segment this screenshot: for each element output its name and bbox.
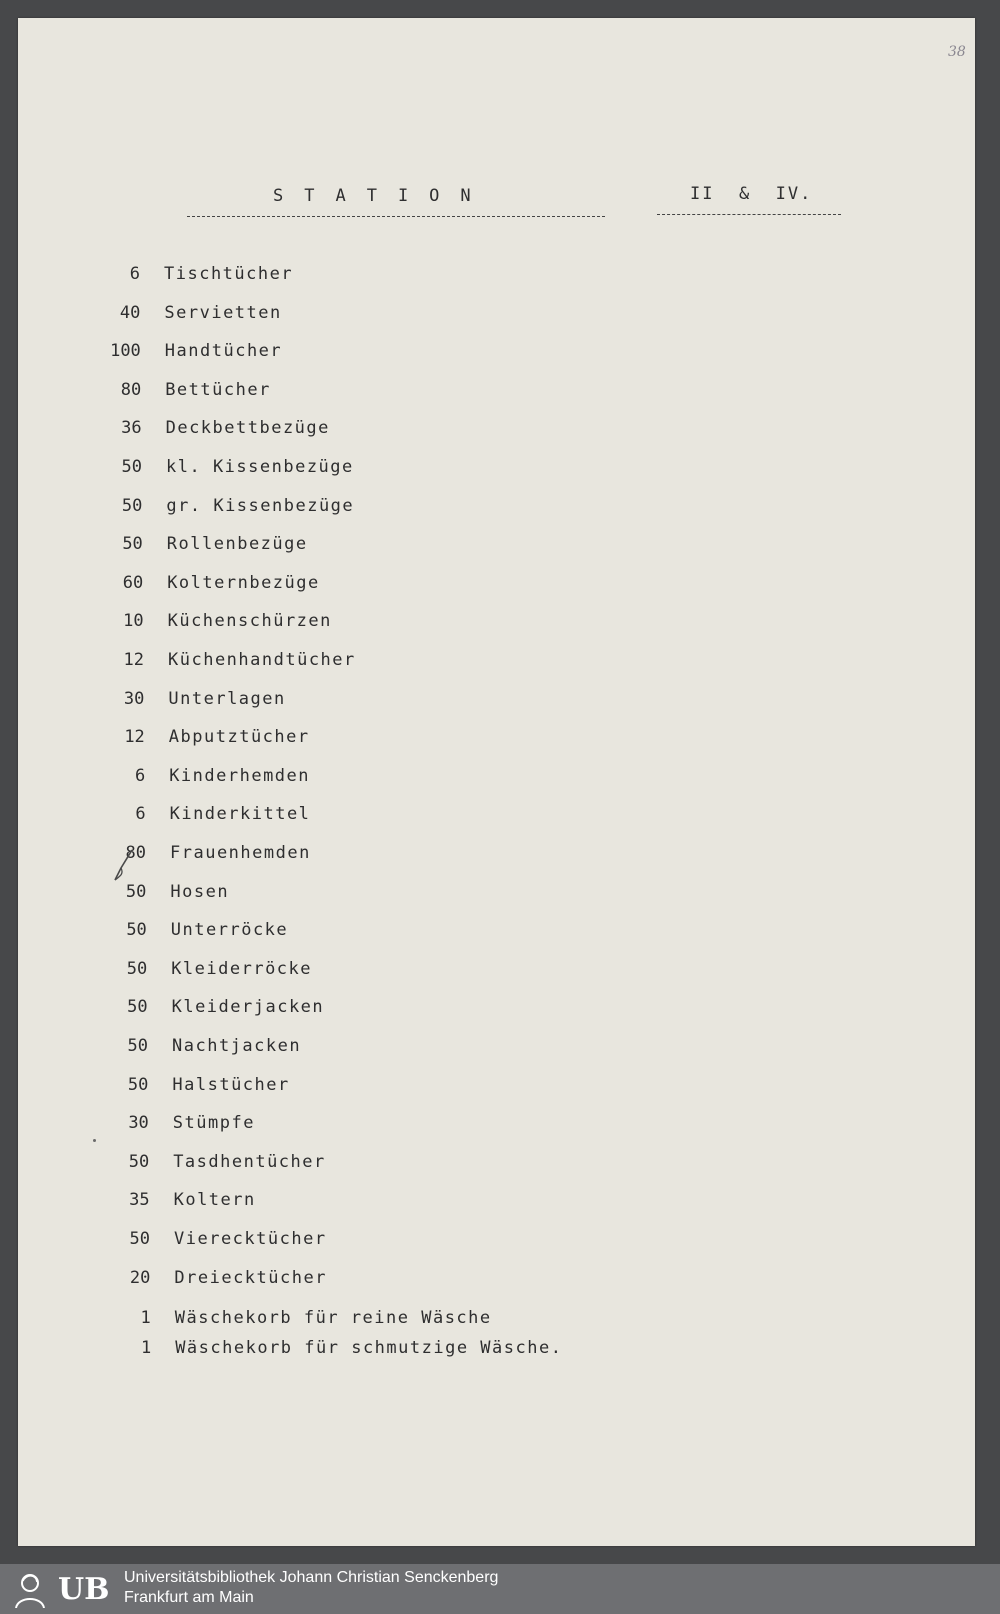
item-name: Nachtjacken — [172, 1036, 302, 1056]
list-item — [108, 1075, 289, 1101]
item-quantity: 100 — [110, 341, 141, 362]
list-item — [110, 1190, 256, 1216]
item-quantity: 36 — [121, 418, 142, 439]
item-name: Stümpfe — [172, 1113, 255, 1134]
item-name: Kinderkittel — [169, 804, 311, 825]
list-item — [111, 1338, 562, 1364]
item-quantity: 50 — [121, 495, 143, 516]
item-quantity: 20 — [129, 1267, 151, 1288]
item-quantity: 1 — [140, 1338, 152, 1358]
item-name: Dreiecktücher — [174, 1267, 327, 1288]
item-quantity: 10 — [123, 611, 144, 632]
library-logo — [8, 1570, 114, 1608]
item-quantity: 60 — [122, 572, 144, 593]
item-name: Küchenschürzen — [167, 611, 332, 632]
item-name: Hosen — [170, 881, 230, 902]
item-name: Vierecktücher — [174, 1229, 327, 1249]
item-name: Kolternbezüge — [167, 572, 320, 593]
item-quantity: 6 — [134, 765, 146, 786]
item-name: Wäschekorb für schmutzige Wäsche. — [175, 1338, 563, 1358]
item-name: Kinderhemden — [169, 765, 311, 786]
list-item — [102, 418, 330, 444]
item-quantity: 35 — [129, 1190, 150, 1211]
list-item — [102, 496, 354, 522]
item-name: Deckbettbezüge — [165, 418, 330, 439]
item-quantity: 50 — [122, 534, 143, 555]
founder-portrait-icon — [8, 1570, 52, 1608]
list-item — [110, 1268, 327, 1294]
list-item — [108, 997, 325, 1023]
item-name: Kleiderröcke — [171, 958, 313, 979]
item-quantity: 40 — [119, 302, 141, 323]
handwritten-check-mark — [112, 848, 136, 882]
library-footer — [0, 1564, 1000, 1614]
item-quantity: 30 — [128, 1113, 149, 1134]
list-item — [103, 534, 308, 560]
item-name: Unterröcke — [170, 920, 289, 941]
library-name: Universitätsbibliothek Johann Christian Senckenberg — [124, 1569, 499, 1586]
item-quantity: 50 — [127, 1074, 149, 1095]
list-item — [100, 264, 293, 290]
list-item — [111, 1308, 492, 1334]
item-quantity: 50 — [127, 997, 148, 1018]
list-item — [108, 1036, 301, 1062]
item-name: Tasdhentücher — [173, 1151, 326, 1172]
item-name: Küchenhandtücher — [168, 650, 356, 670]
subtitle-underline — [657, 214, 841, 215]
item-name: Koltern — [173, 1190, 256, 1211]
document-title: STATION — [273, 186, 492, 206]
ink-dot — [93, 1139, 96, 1142]
document-subtitle: II & IV. — [690, 184, 813, 204]
list-item — [110, 1229, 327, 1255]
list-item — [107, 959, 312, 985]
item-quantity: 12 — [124, 727, 145, 748]
item-name: Abputztücher — [168, 727, 310, 748]
list-item — [101, 341, 282, 367]
logo-text: UB — [58, 1572, 110, 1607]
item-quantity: 50 — [126, 920, 147, 941]
library-location: Frankfurt am Main — [124, 1589, 254, 1606]
item-quantity: 1 — [140, 1308, 151, 1328]
list-item — [109, 1152, 326, 1178]
item-name: Rollenbezüge — [166, 534, 308, 555]
item-quantity: 80 — [120, 379, 142, 400]
list-item — [101, 380, 271, 406]
item-quantity: 6 — [129, 264, 140, 284]
item-name: Bettücher — [165, 379, 271, 400]
item-quantity: 50 — [125, 881, 147, 902]
item-name: Frauenhemden — [170, 843, 311, 863]
list-item — [102, 457, 354, 483]
item-name: Wäschekorb für reine Wäsche — [174, 1308, 492, 1328]
item-quantity: 50 — [121, 457, 142, 477]
item-name: Handtücher — [164, 341, 283, 362]
item-name: Unterlagen — [168, 688, 286, 709]
page-number: 38 — [948, 44, 966, 60]
list-item — [106, 804, 311, 830]
item-quantity: 12 — [123, 650, 144, 670]
item-quantity: 80 — [125, 843, 146, 863]
list-item — [105, 766, 310, 792]
item-quantity: 6 — [135, 804, 146, 825]
list-item — [104, 611, 332, 637]
list-item — [104, 650, 356, 676]
item-quantity: 50 — [129, 1229, 150, 1249]
list-item — [104, 689, 285, 715]
list-item — [103, 573, 320, 599]
item-quantity: 50 — [126, 958, 148, 979]
item-quantity: 50 — [127, 1036, 148, 1056]
item-quantity: 30 — [123, 688, 145, 709]
item-name: Kleiderjacken — [171, 997, 325, 1018]
item-name: gr. Kissenbezüge — [166, 495, 355, 516]
item-name: Tischtücher — [164, 264, 294, 284]
list-item — [106, 843, 311, 869]
item-quantity: 50 — [128, 1151, 150, 1172]
title-underline — [187, 216, 605, 217]
list-item — [106, 882, 229, 908]
item-name: Servietten — [164, 302, 282, 323]
item-name: kl. Kissenbezüge — [166, 457, 354, 477]
item-name: Halstücher — [172, 1074, 290, 1095]
list-item — [100, 303, 281, 329]
list-item — [109, 1113, 255, 1139]
list-item — [105, 727, 310, 753]
list-item — [107, 920, 288, 946]
